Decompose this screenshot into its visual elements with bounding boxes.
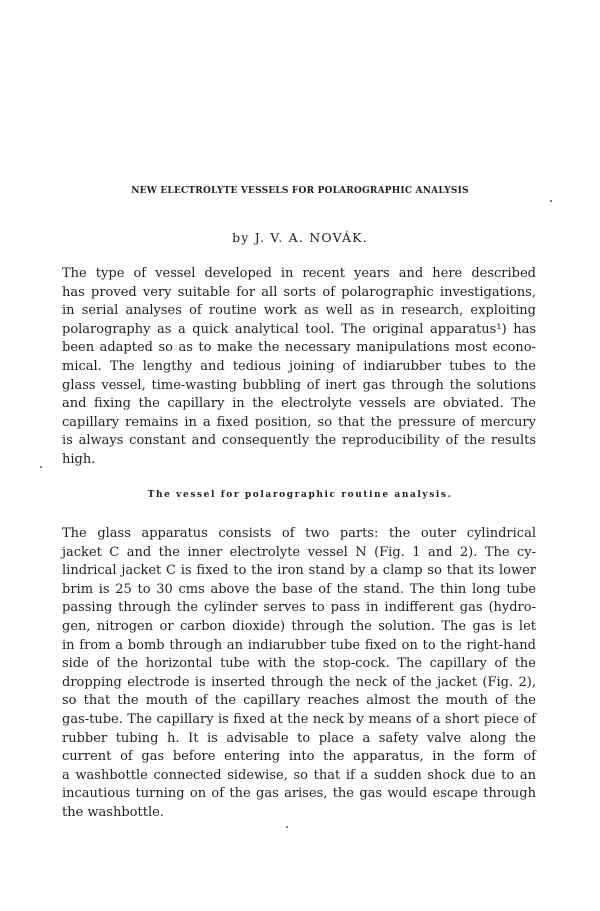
text-line: and fixing the capillary in the electrolyte vessels are obviated. The — [62, 396, 536, 412]
section-heading: The vessel for polarographic routine analysis. — [147, 490, 453, 500]
text-line: has proved very suitable for all sorts of polarographic investigations, — [62, 284, 536, 300]
scan-speck — [550, 200, 552, 202]
text-line: in from a bomb through an indiarubber tube fixed on to the right-hand — [62, 637, 536, 653]
paragraph-intro — [62, 265, 536, 470]
article-title: NEW ELECTROLYTE VESSELS FOR POLAROGRAPHIC ANALYSIS — [131, 186, 469, 196]
text-line: side of the horizontal tube with the stop-cock. The capillary of the — [62, 656, 536, 672]
text-line: passing through the cylinder serves to pass in indifferent gas (hydro- — [62, 600, 536, 616]
text-line: is always constant and consequently the reproducibility of the results — [62, 433, 536, 449]
text-line: rubber tubing h. It is advisable to place a safety valve along the — [62, 730, 536, 746]
text-line: gas-tube. The capillary is fixed at the neck by means of a short piece of — [62, 711, 536, 727]
text-line: high. — [62, 451, 96, 467]
text-line: brim is 25 to 30 cms above the base of the stand. The thin long tube — [62, 581, 536, 597]
text-line: incautious turning on of the gas arises, the gas would escape through — [62, 786, 536, 802]
scan-speck — [40, 466, 42, 468]
article-byline: by J. V. A. NOVÁK. — [232, 230, 368, 245]
text-line: the washbottle. — [62, 804, 164, 820]
text-line: so that the mouth of the capillary reaches almost the mouth of the — [62, 693, 536, 709]
text-line: jacket C and the inner electrolyte vessel N (Fig. 1 and 2). The cy- — [62, 544, 536, 560]
text-line: dropping electrode is inserted through the neck of the jacket (Fig. 2), — [62, 674, 536, 690]
text-line: polarography as a quick analytical tool. The original apparatus¹) has — [62, 321, 536, 337]
text-line: mical. The lengthy and tedious joining of indiarubber tubes to the — [62, 358, 536, 374]
text-line: been adapted so as to make the necessary manipulations most econo- — [62, 340, 536, 356]
text-line: gen, nitrogen or carbon dioxide) through the solution. The gas is let — [62, 618, 536, 634]
text-line: in serial analyses of routine work as well as in research, exploiting — [62, 303, 536, 319]
text-line: a washbottle connected sidewise, so that if a sudden shock due to an — [62, 767, 536, 783]
text-line: glass vessel, time-wasting bubbling of inert gas through the solutions — [62, 377, 536, 393]
text-line: The glass apparatus consists of two parts: the outer cylindrical — [62, 526, 536, 541]
scan-speck — [286, 826, 288, 828]
text-line: current of gas before entering into the apparatus, in the form of — [62, 749, 536, 765]
text-line: The type of vessel developed in recent years and here described — [62, 266, 536, 281]
text-line: lindrical jacket C is fixed to the iron stand by a clamp so that its lower — [62, 563, 536, 579]
paragraph-vessel-description — [62, 525, 536, 823]
text-line: capillary remains in a fixed position, so that the pressure of mercury — [62, 414, 536, 430]
